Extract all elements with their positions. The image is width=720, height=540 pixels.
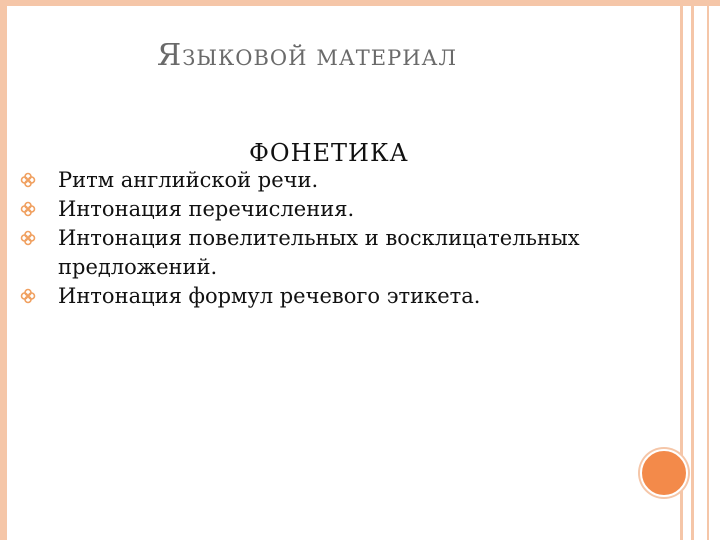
bullet-item: [20, 282, 660, 311]
title-first-word-rest: ЗЫКОВОЙ: [182, 46, 308, 70]
bullet-text: Интонация повелительных и восклицательных предложений.: [58, 226, 580, 279]
title-first-letter: Я: [157, 38, 183, 73]
title-second-word: МАТЕРИАЛ: [316, 46, 457, 70]
decorative-circle: [640, 449, 688, 497]
bullet-text: Интонация перечисления.: [58, 197, 355, 221]
flower-bullet-icon: [20, 230, 36, 246]
bullet-text: Ритм английской речи.: [58, 168, 319, 192]
top-border-strip: [0, 0, 720, 6]
flower-bullet-icon: [20, 288, 36, 304]
flower-bullet-icon: [20, 172, 36, 188]
right-border-line: [707, 0, 709, 540]
section-heading: ФОНЕТИКА: [249, 139, 409, 167]
left-border-strip: [0, 0, 7, 540]
bullet-item: [20, 224, 660, 282]
bullet-item: [20, 166, 660, 195]
bullet-text: Интонация формул речевого этикета.: [58, 284, 481, 308]
bullet-item: [20, 195, 660, 224]
right-border-line: [691, 0, 694, 540]
flower-bullet-icon: [20, 201, 36, 217]
slide-title: [157, 38, 457, 73]
bullet-list: [20, 166, 660, 311]
